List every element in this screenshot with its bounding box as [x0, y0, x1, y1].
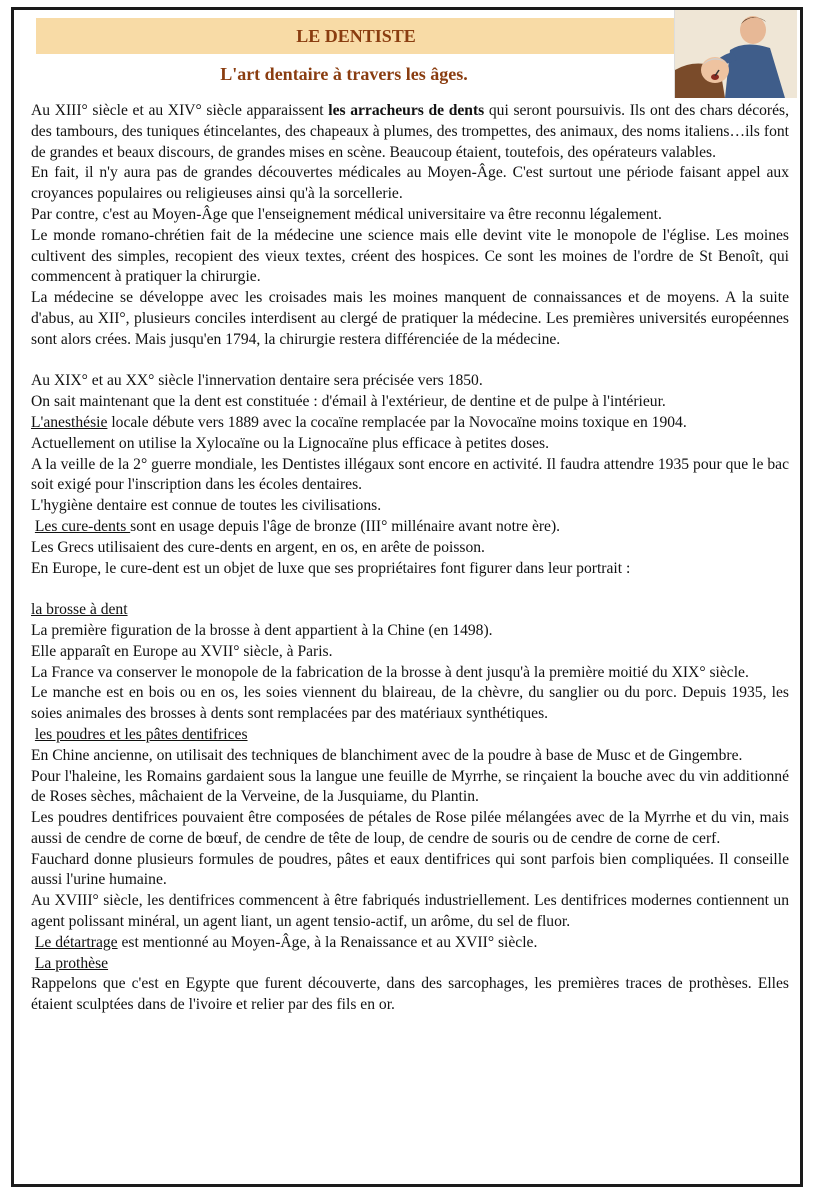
dentist-illustration — [674, 10, 797, 98]
page-subtitle: L'art dentaire à travers les âges. — [220, 64, 468, 84]
paragraph: A la veille de la 2° guerre mondiale, les Dentistes illégaux sont encore en activité. Il faudra attendre 1935 pour que le bac soit exigé pour l'inscription dans les écoles dentaires. — [31, 455, 789, 494]
paragraph: En Chine ancienne, on utilisait des techniques de blanchiment avec de la poudre à base de Musc et de Gingembre. — [31, 746, 743, 764]
underlined-term: L'anesthésie — [31, 413, 108, 431]
paragraph: Le manche est en bois ou en os, les soies viennent du blaireau, de la chèvre, du sanglier ou du porc. Depuis 1935, les soies animales des brosses à dents sont remplacées par des matériaux synthétiques. — [31, 684, 789, 723]
section-heading: les poudres et les pâtes dentifrices — [34, 725, 248, 743]
page-title: LE DENTISTE — [36, 18, 676, 54]
paragraph: La première figuration de la brosse à dent appartient à la Chine (en 1498). — [31, 621, 493, 639]
paragraph: Fauchard donne plusieurs formules de poudres, pâtes et eaux dentifrices qui sont parfois bien compliquées. Il conseille aussi l'urine humaine. — [31, 850, 789, 889]
paragraph: Les poudres dentifrices pouvaient être composées de pétales de Rose pilée mélangées avec de la Myrrhe et du vin, mais aussi de cendre de corne de bœuf, de cendre de tête de loup, de cendre de souris ou de cendre de corne de cerf. — [31, 809, 789, 847]
paragraph: La médecine se développe avec les croisades mais les moines manquent de connaissances et de moyens. A la suite d'abus, au XII°, plusieurs conciles interdisent au clergé de pratiquer la médecine. Les premières universités européennes sont alors crées. Mais jusqu'en 1794, la chirurgie restera différenciée de la médecine. — [31, 289, 789, 348]
paragraph: Rappelons que c'est en Egypte que furent découverte, dans des sarcophages, les premières traces de prothèses. Elles étaient sculptées dans de l'ivoire et relier par des fils en or. — [31, 975, 789, 1014]
paragraph: On sait maintenant que la dent est constituée : d'émail à l'extérieur, de dentine et de pulpe à l'intérieur. — [31, 393, 666, 411]
paragraph: Les Grecs utilisaient des cure-dents en argent, en os, en arête de poisson. — [31, 538, 485, 556]
paragraph: En Europe, le cure-dent est un objet de luxe que ses propriétaires font figurer dans leur portrait : — [31, 559, 631, 577]
paragraph: Au XIX° et au XX° siècle l'innervation dentaire sera précisée vers 1850. — [31, 372, 483, 390]
section-heading: la brosse à dent — [31, 601, 128, 619]
article-body — [31, 101, 789, 1016]
paragraph: Actuellement on utilise la Xylocaïne ou la Lignocaïne plus efficace à petites doses. — [31, 434, 550, 452]
paragraph: En fait, il n'y aura pas de grandes découvertes médicales au Moyen-Âge. C'est surtout une période faisant appel aux croyances populaires ou religieuses ainsi qu'à la sorcellerie. — [31, 164, 789, 203]
paragraph: L'hygiène dentaire est connue de toutes les civilisations. — [31, 497, 382, 515]
paragraph: Les cure-dents sont en usage depuis l'âge de bronze (III° millénaire avant notre ère). — [34, 517, 561, 535]
dentist-pulling-tooth-icon — [675, 10, 797, 98]
paragraph: La France va conserver le monopole de la fabrication de la brosse à dent jusqu'à la première moitié du XIX° siècle. — [31, 663, 749, 681]
page-frame — [11, 7, 803, 1187]
paragraph: Pour l'haleine, les Romains gardaient sous la langue une feuille de Myrrhe, se rinçaient la bouche avec du vin additionné de Roses sèches, mâchaient de la Verveine, de la Jusquiame, du Plantin. — [31, 767, 789, 806]
paragraph: Le monde romano-chrétien fait de la médecine une science mais elle devint vite le monopole de l'église. Les moines cultivent des simples, recopient des vieux textes, créent des hospices. Ce sont les moines de l'ordre de St Benoît, qui commencent à pratiquer la chirurgie. — [31, 226, 789, 286]
paragraph: L'anesthésie locale débute vers 1889 avec la cocaïne remplacée par la Novocaïne moins toxique en 1904. — [31, 413, 687, 431]
paragraph: Au XVIII° siècle, les dentifrices commencent à être fabriqués industriellement. Les dentifrices modernes contiennent un agent polissant minéral, un agent liant, un agent tensio-actif, un arôme, du sel de fluor. — [31, 892, 789, 931]
paragraph: Au XIII° siècle et au XIV° siècle apparaissent les arracheurs de dents qui seront poursuivis. Ils ont des chars décorés, des tambours, des tuniques étincelantes, des chapeaux à plumes, des trompettes, des animaux, des noms italiens…ils font de grandes et beaux discours, de grandes mises en scène. Beaucoup étaient, toutefois, des opérateurs valables. — [31, 102, 789, 161]
paragraph: Par contre, c'est au Moyen-Âge que l'enseignement médical universitaire va être reconnu légalement. — [31, 205, 662, 223]
paragraph: Le détartrage est mentionné au Moyen-Âge, à la Renaissance et au XVII° siècle. — [34, 933, 538, 951]
section-heading: La prothèse — [34, 954, 109, 972]
underlined-term: Le détartrage — [34, 933, 118, 951]
paragraph: Elle apparaît en Europe au XVII° siècle, à Paris. — [31, 642, 333, 660]
emphasis-text: les arracheurs de dents — [328, 102, 485, 119]
underlined-term: Les cure-dents — [34, 517, 131, 535]
